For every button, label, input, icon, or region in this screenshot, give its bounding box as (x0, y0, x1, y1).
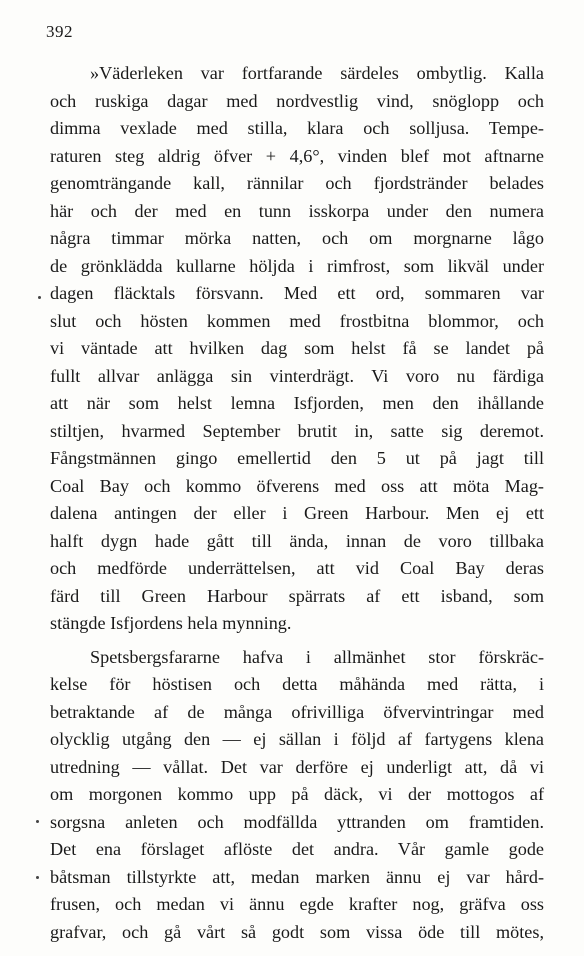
text-line: och ruskiga dagar med nordvestlig vind, snöglopp och (50, 90, 544, 111)
text-line: Spetsbergsfararne hafva i allmänhet stor förskräc- (90, 646, 544, 667)
text-line: »Väderleken var fortfarande särdeles ombytlig. Kalla (90, 63, 544, 83)
text-line: här och der med en tunn isskorpa under den numera (50, 200, 544, 221)
text-line: slut och hösten kommen med frostbitna blommor, och (50, 310, 544, 331)
text-line: vi väntade att hvilken dag som helst få se landet på (50, 338, 544, 358)
text-line: halft dygn hade gått till ända, innan de voro tillbaka (50, 530, 544, 551)
text-line: några timmar mörka natten, och om morgnarne lågo (50, 228, 544, 248)
text-line: sorgsna anleten och modfällda yttranden om framtiden. (50, 811, 544, 832)
text-line: dimma vexlade med stilla, klara och solljusa. Tempe- (50, 118, 544, 138)
text-line: genomträngande kall, rännilar och fjordstränder belades (50, 173, 544, 193)
text-line: Coal Bay och kommo öfverens med oss att möta Mag- (50, 475, 544, 496)
text-line: färd till Green Harbour spärrats af ett isband, som (50, 585, 544, 606)
text-line: att när som helst lemna Isfjorden, men den ihållande (50, 393, 544, 413)
margin-speck (36, 820, 39, 823)
text-line: och medförde underrättelsen, att vid Coal Bay deras (50, 558, 544, 578)
text-line: dalena antingen der eller i Green Harbour. Men ej ett (50, 503, 544, 523)
page-number: 392 (46, 22, 73, 41)
text-line: kelse för höstisen och detta måhända med rätta, i (50, 674, 544, 694)
text-line: grafvar, och gå vårt så godt som vissa öde till mötes, (50, 921, 544, 942)
text-line: olycklig utgång den — ej sällan i följd af fartygens klena (50, 729, 544, 749)
text-line: de grönklädda kullarne höljda i rimfrost, som likväl under (50, 255, 544, 276)
text-line: stiltjen, hvarmed September brutit in, satte sig deremot. (50, 420, 544, 441)
text-line: Fångstmännen gingo emellertid den 5 ut på jagt till (50, 448, 544, 468)
margin-speck (38, 296, 41, 299)
text-line: frusen, och medan vi ännu egde krafter nog, gräfva oss (50, 894, 544, 914)
body-text (50, 60, 544, 946)
margin-speck (36, 876, 39, 879)
text-line: stängde Isfjordens hela mynning. (50, 613, 292, 633)
text-line: utredning — vållat. Det var derföre ej underligt att, då vi (50, 756, 544, 777)
text-line: om morgonen kommo upp på däck, vi der mottogos af (50, 784, 544, 804)
paragraph-1 (50, 60, 544, 638)
text-line: dagen fläcktals försvann. Med ett ord, sommaren var (50, 283, 544, 303)
text-line: raturen steg aldrig öfver + 4,6°, vinden blef mot aftnarne (50, 145, 544, 166)
text-line: Det ena förslaget aflöste det andra. Vår gamle gode (50, 839, 544, 859)
text-line: betraktande af de många ofrivilliga öfvervintringar med (50, 701, 544, 722)
text-line: fullt allvar anlägga sin vinterdrägt. Vi voro nu färdiga (50, 365, 544, 386)
paragraph-2 (50, 644, 544, 947)
text-line: båtsman tillstyrkte att, medan marken ännu ej var hård- (50, 866, 544, 887)
